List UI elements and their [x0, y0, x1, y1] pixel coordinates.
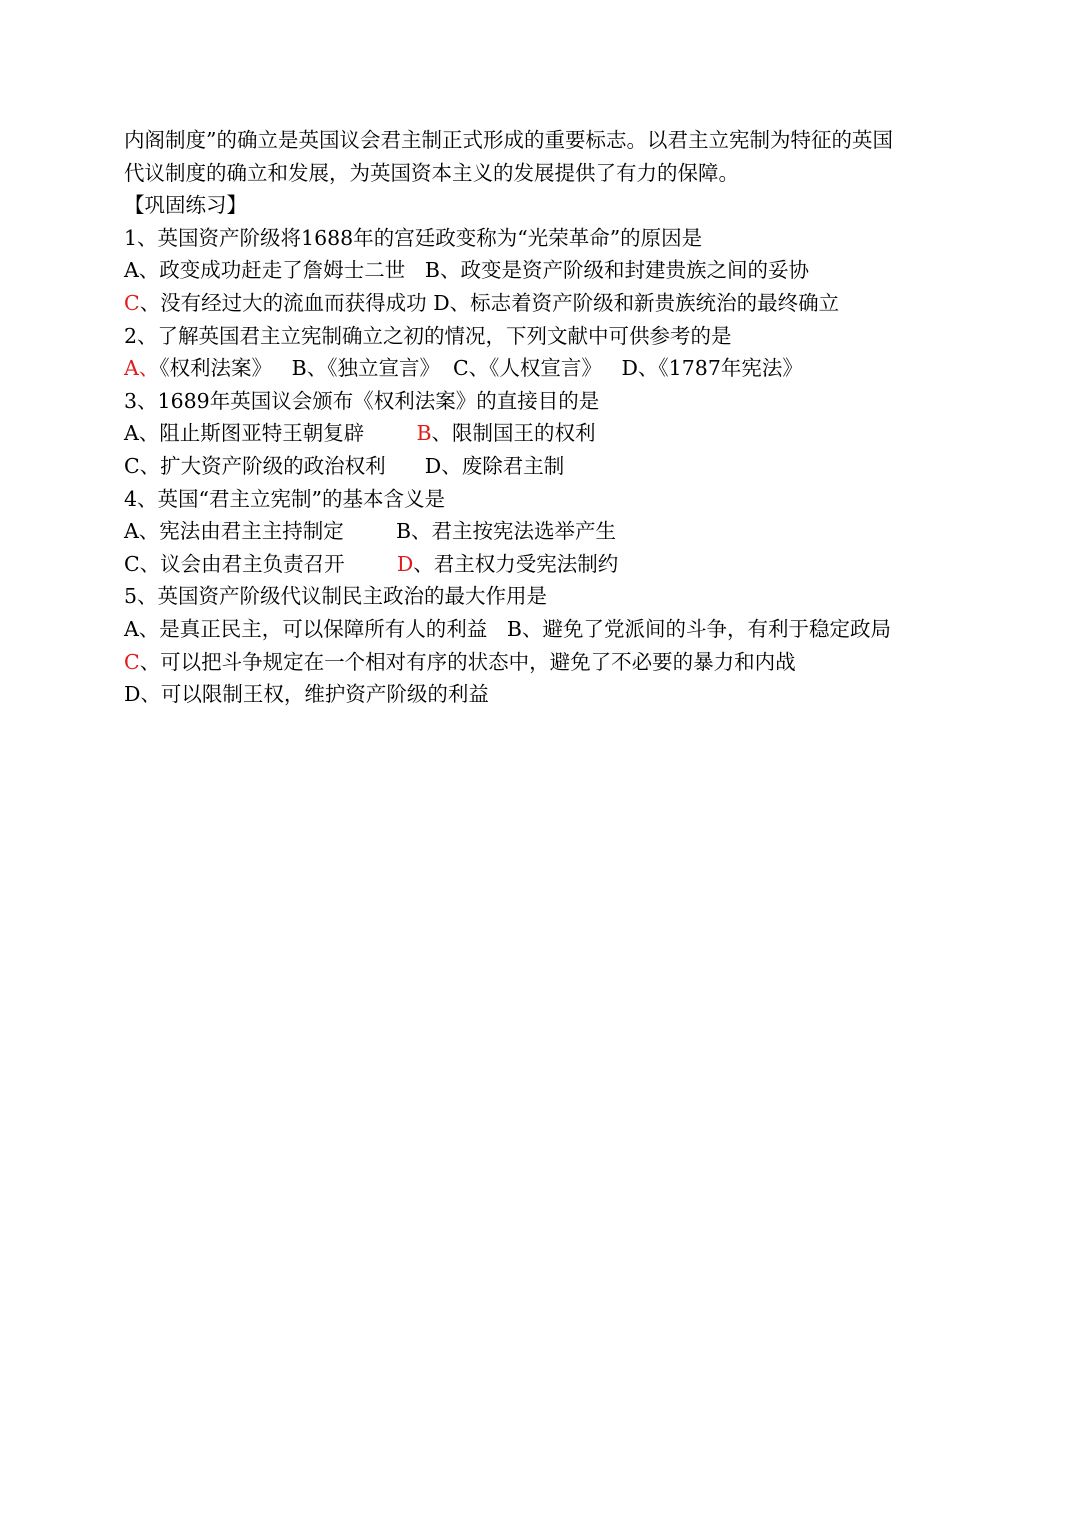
option-b-text: 、限制国王的权利 — [431, 421, 596, 446]
answer-letter: D — [396, 551, 414, 576]
section-title: 【巩固练习】 — [124, 193, 247, 218]
question-2-options — [124, 352, 954, 385]
question-1-options-ab — [124, 254, 954, 287]
intro-line-1: 内阁制度”的确立是英国议会君主制正式形成的重要标志。以君主立宪制为特征的英国 — [124, 128, 893, 152]
question-5-option-c — [124, 646, 954, 679]
option-a-text: 《权利法案》 — [159, 356, 273, 381]
option-d: D、标志着资产阶级和新贵族统治的最终确立 — [433, 290, 840, 315]
answer-letter: C — [124, 649, 140, 674]
option-d-text: 、君主权力受宪法制约 — [413, 551, 619, 576]
question-4-options-ab — [124, 515, 954, 548]
option-c: C、《人权宣言》 — [453, 356, 602, 381]
option-a: A、阻止斯图亚特王朝复辟 — [124, 421, 365, 446]
option-b: B、政变是资产阶级和封建贵族之间的妥协 — [424, 258, 809, 283]
option-b: B、避免了党派间的斗争，有利于稳定政局 — [506, 616, 891, 641]
answer-letter: C — [124, 290, 140, 315]
document-page — [124, 124, 954, 711]
answer-letter: B — [416, 421, 432, 446]
option-d: D、废除君主制 — [424, 453, 565, 478]
question-1-stem: 1、英国资产阶级将1688年的宫廷政变称为“光荣革命”的原因是 — [124, 225, 703, 250]
option-a: A、是真正民主，可以保障所有人的利益 — [124, 616, 488, 641]
intro-line-2: 代议制度的确立和发展，为英国资本主义的发展提供了有力的保障。 — [124, 160, 739, 185]
option-a: A、宪法由君主主持制定 — [124, 519, 344, 544]
question-4-stem: 4、英国“君主立宪制”的基本含义是 — [124, 486, 446, 511]
option-a: A、政变成功赶走了詹姆士二世 — [124, 258, 406, 283]
option-c-text: 、可以把斗争规定在一个相对有序的状态中，避免了不必要的暴力和内战 — [139, 649, 796, 674]
question-5-stem: 5、英国资产阶级代议制民主政治的最大作用是 — [124, 584, 548, 609]
question-3-stem: 3、1689年英国议会颁布《权利法案》的直接目的是 — [124, 388, 600, 413]
question-1-options-cd — [124, 287, 954, 320]
question-4-options-cd — [124, 548, 954, 581]
question-5-options-ab — [124, 613, 954, 646]
option-b: B、《独立宣言》 — [291, 356, 440, 381]
question-3-options-cd — [124, 450, 954, 483]
option-c: C、议会由君主负责召开 — [124, 551, 345, 576]
option-c: C、扩大资产阶级的政治权利 — [124, 453, 386, 478]
question-2-stem: 2、了解英国君主立宪制确立之初的情况，下列文献中可供参考的是 — [124, 323, 732, 348]
question-3-options-ab — [124, 417, 954, 450]
option-b: B、君主按宪法选举产生 — [395, 519, 617, 544]
option-d: D、《1787年宪法》 — [621, 356, 803, 381]
answer-letter: A、 — [124, 356, 160, 381]
option-c-text: 、没有经过大的流血而获得成功 — [139, 290, 427, 315]
question-5-option-d: D、可以限制王权，维护资产阶级的利益 — [124, 682, 489, 707]
